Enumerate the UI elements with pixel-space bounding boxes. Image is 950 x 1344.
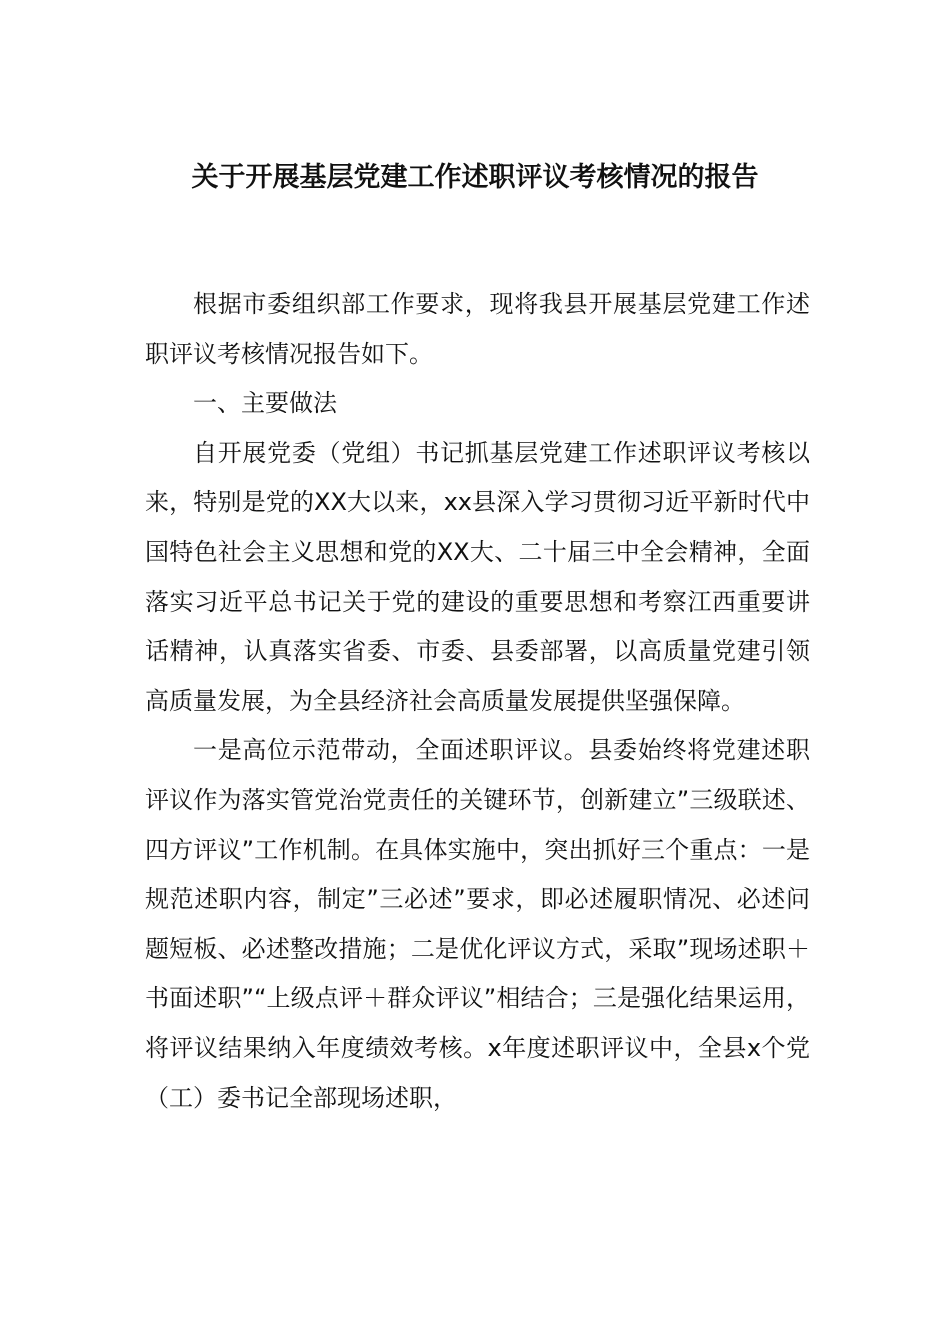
body-paragraph: 自开展党委（党组）书记抓基层党建工作述职评议考核以来，特别是党的XX大以来，xx县深入学习贯彻习近平新时代中国特色社会主义思想和党的XX大、二十届三中全会精神，全面落实习近平总书记关于党的建设的重要思想和考察江西重要讲话精神，认真落实省委、市委、县委部署，以高质量党建引领高质量发展，为全县经济社会高质量发展提供坚强保障。 [145, 438, 810, 715]
document-body [145, 280, 810, 1123]
intro-paragraph: 根据市委组织部工作要求，现将我县开展基层党建工作述职评议考核情况报告如下。 [145, 290, 810, 368]
section-heading: 一、主要做法 [193, 389, 337, 418]
body-paragraph: 一是高位示范带动，全面述职评议。县委始终将党建述职评议作为落实管党治党责任的关键环节，创新建立”三级联述、四方评议”工作机制。在具体实施中，突出抓好三个重点：一是规范述职内容，制定”三必述”要求，即必述履职情况、必述问题短板、必述整改措施；二是优化评议方式，采取”现场述职＋书面述职”“上级点评＋群众评议”相结合；三是强化结果运用，将评议结果纳入年度绩效考核。x年度述职评议中，全县x个党（工）委书记全部现场述职， [145, 736, 810, 1112]
document-title: 关于开展基层党建工作述职评议考核情况的报告 [191, 162, 759, 193]
